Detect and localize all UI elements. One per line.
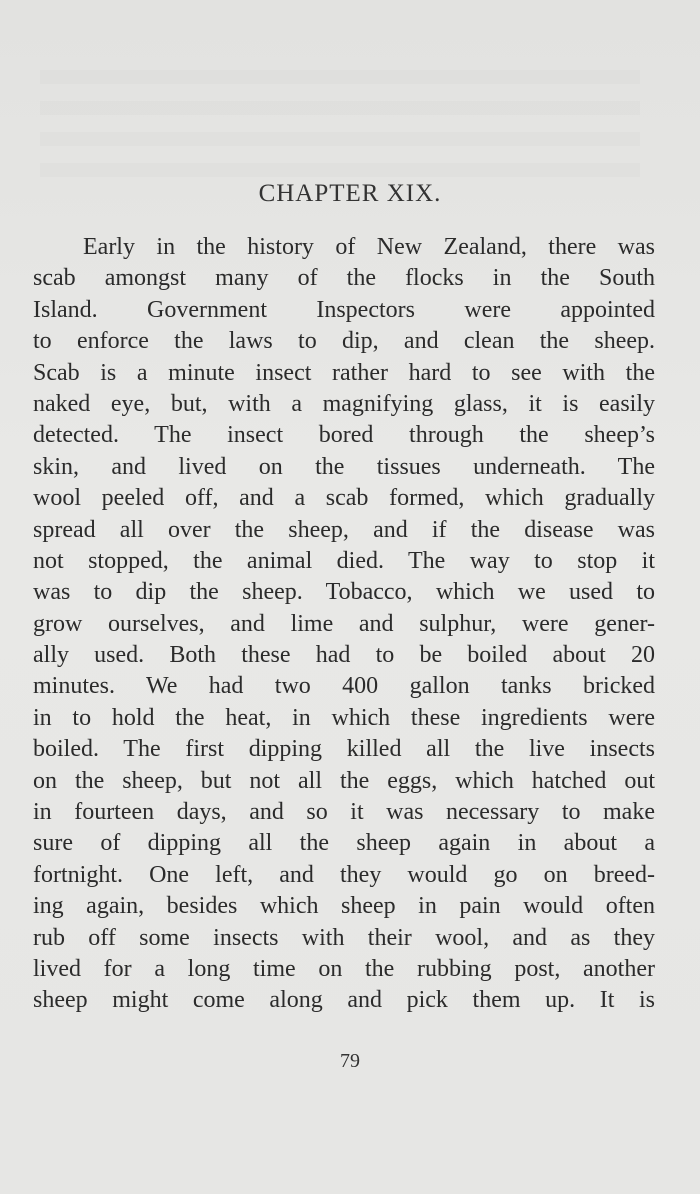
text-line: grow ourselves, and lime and sulphur, were gener-	[33, 610, 655, 637]
text-line: sure of dipping all the sheep again in about a	[33, 830, 655, 857]
text-line: scab amongst many of the flocks in the South	[33, 265, 655, 292]
text-line: Scab is a minute insect rather hard to see with the	[33, 359, 655, 386]
text-line: was to dip the sheep. Tobacco, which we used to	[33, 579, 655, 606]
text-line: spread all over the sheep, and if the disease was	[33, 516, 655, 543]
text-line: rub off some insects with their wool, and as they	[33, 924, 655, 951]
chapter-title: CHAPTER XIX.	[258, 180, 442, 207]
text-line: not stopped, the animal died. The way to stop it	[33, 547, 655, 574]
text-line: naked eye, but, with a magnifying glass, it is easily	[33, 390, 655, 417]
text-line: minutes. We had two 400 gallon tanks bricked	[33, 673, 655, 700]
text-line: Island. Government Inspectors were appointed	[33, 296, 655, 323]
show-through-text	[40, 70, 640, 180]
text-line: wool peeled off, and a scab formed, which gradually	[33, 485, 655, 512]
text-line: lived for a long time on the rubbing post, another	[33, 955, 655, 982]
text-line: on the sheep, but not all the eggs, which hatched out	[33, 767, 655, 794]
text-line: detected. The insect bored through the sheep’s	[33, 422, 655, 449]
page-number: 79	[340, 1050, 360, 1072]
body-text	[33, 232, 655, 1017]
text-line: ing again, besides which sheep in pain would often	[33, 893, 655, 920]
text-line: to enforce the laws to dip, and clean the sheep.	[33, 328, 655, 355]
text-line: skin, and lived on the tissues underneath. The	[33, 453, 655, 480]
text-line: fortnight. One left, and they would go on breed-	[33, 861, 655, 888]
text-line: Early in the history of New Zealand, there was	[83, 234, 655, 260]
text-line: in fourteen days, and so it was necessary to make	[33, 799, 655, 826]
text-line: ally used. Both these had to be boiled about 20	[33, 642, 655, 669]
text-line: sheep might come along and pick them up. It is	[33, 987, 655, 1014]
text-line: boiled. The first dipping killed all the live insects	[33, 736, 655, 763]
text-line: in to hold the heat, in which these ingredients were	[33, 704, 655, 731]
